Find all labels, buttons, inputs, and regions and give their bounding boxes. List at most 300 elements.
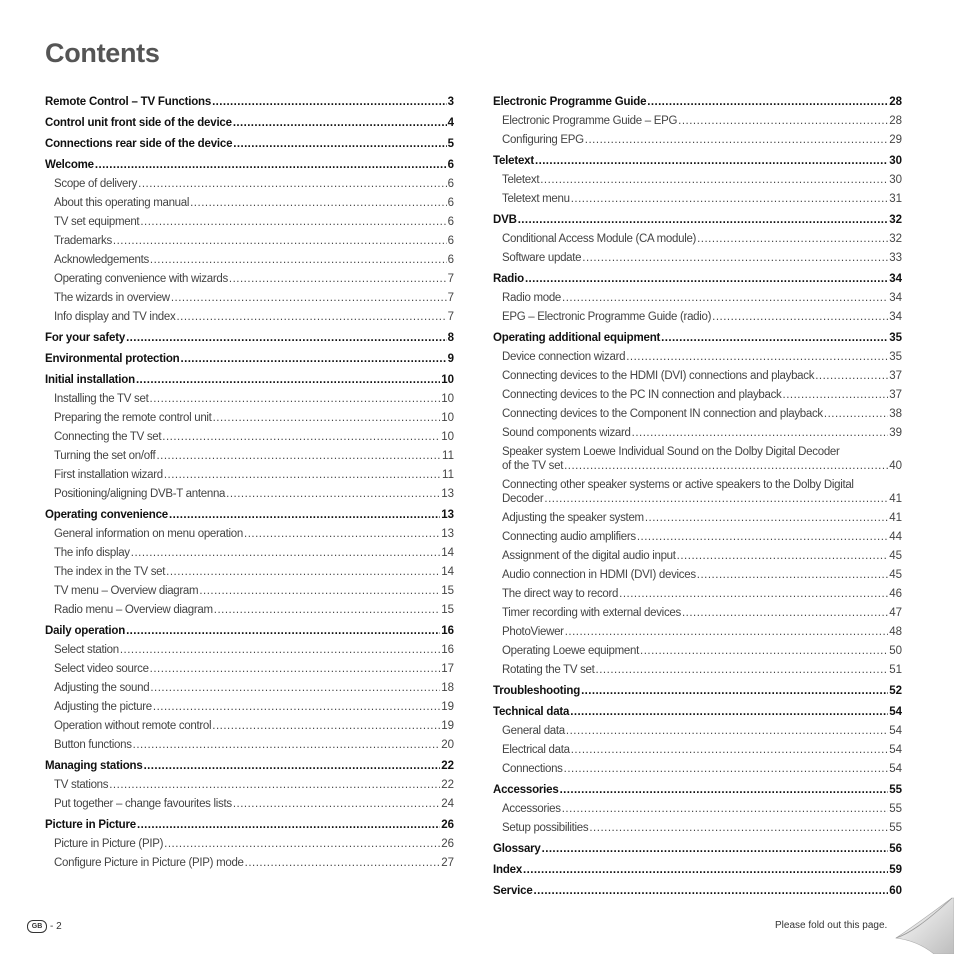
toc-entry-label: TV set equipment <box>54 216 140 228</box>
toc-entry-sub[interactable] <box>493 426 902 440</box>
toc-entry-sub[interactable] <box>493 114 902 128</box>
toc-entry-label: Configure Picture in Picture (PIP) mode <box>54 857 244 869</box>
dot-leader <box>571 743 888 757</box>
toc-entry-main[interactable] <box>493 684 902 698</box>
toc-entry-sub[interactable] <box>493 530 902 544</box>
dot-leader <box>581 684 888 698</box>
toc-entry-sub[interactable] <box>45 234 454 248</box>
toc-entry-page: 37 <box>889 370 902 382</box>
toc-entry-page: 45 <box>889 569 902 581</box>
toc-entry-label: Radio <box>493 273 524 285</box>
dot-leader <box>137 818 440 832</box>
toc-entry-page: 10 <box>441 412 454 424</box>
toc-entry-label: Info display and TV index <box>54 311 176 323</box>
toc-entry-page: 31 <box>889 193 902 205</box>
toc-entry-sub[interactable] <box>493 606 902 620</box>
toc-entry-page: 38 <box>889 408 902 420</box>
toc-entry-sub[interactable] <box>45 584 454 598</box>
toc-entry-label-line1: Connecting other speaker systems or active speakers to the Dolby Digital <box>502 479 854 491</box>
toc-entry-label: Technical data <box>493 706 570 718</box>
toc-entry-sub[interactable] <box>493 568 902 582</box>
toc-entry-main[interactable] <box>45 116 454 130</box>
toc-entry-page: 13 <box>441 528 454 540</box>
toc-entry-sub[interactable] <box>45 177 454 191</box>
toc-entry-sub[interactable] <box>45 700 454 714</box>
toc-entry-label: Picture in Picture (PIP) <box>54 838 164 850</box>
toc-entry-main[interactable] <box>493 783 902 797</box>
toc-entry-label: Audio connection in HDMI (DVI) devices <box>502 569 696 581</box>
toc-entry-label: Preparing the remote control unit <box>54 412 212 424</box>
dot-leader <box>585 133 888 147</box>
toc-entry-page: 35 <box>889 351 902 363</box>
toc-entry-label: Picture in Picture <box>45 819 136 831</box>
toc-entry-line2 <box>502 459 902 473</box>
toc-entry-label: General data <box>502 725 565 737</box>
dot-leader <box>697 232 888 246</box>
toc-entry-label: Turning the set on/off <box>54 450 156 462</box>
toc-entry-page: 59 <box>889 864 902 876</box>
toc-entry-sub[interactable] <box>493 407 902 421</box>
toc-entry-main[interactable] <box>45 818 454 832</box>
toc-entry-page: 22 <box>441 779 454 791</box>
toc-entry-sub[interactable] <box>493 511 902 525</box>
toc-entry-label: Button functions <box>54 739 132 751</box>
toc-entry-sub[interactable] <box>493 644 902 658</box>
toc-entry-sub[interactable] <box>493 310 902 324</box>
dot-leader <box>535 154 888 168</box>
toc-entry-page: 34 <box>889 292 902 304</box>
dot-leader <box>647 95 888 109</box>
language-badge: GB <box>27 920 47 933</box>
toc-entry-page: 3 <box>447 96 454 108</box>
toc-entry-page: 52 <box>889 685 902 697</box>
toc-entry-sub[interactable] <box>45 253 454 267</box>
dot-leader <box>564 762 889 776</box>
dot-leader <box>562 802 889 816</box>
dot-leader <box>661 331 888 345</box>
toc-entry-label: Connections rear side of the device <box>45 138 233 150</box>
dot-leader <box>542 842 889 856</box>
toc-entry-page: 15 <box>441 604 454 616</box>
toc-entry-label: Operating convenience with wizards <box>54 273 228 285</box>
toc-entry-sub[interactable] <box>45 603 454 617</box>
toc-entry-label: Conditional Access Module (CA module) <box>502 233 697 245</box>
toc-entry-sub[interactable] <box>45 215 454 229</box>
toc-entry-sub[interactable] <box>493 587 902 601</box>
toc-entry-label: Select station <box>54 644 119 656</box>
dot-leader <box>190 196 446 210</box>
toc-entry-label: Teletext menu <box>502 193 570 205</box>
dot-leader <box>682 606 888 620</box>
dot-leader <box>164 468 441 482</box>
toc-entry-label: Operating additional equipment <box>493 332 661 344</box>
toc-entry-label: Electronic Programme Guide <box>493 96 647 108</box>
toc-entry-page: 6 <box>447 235 454 247</box>
toc-entry-label: Teletext <box>493 155 535 167</box>
toc-entry-page: 15 <box>441 585 454 597</box>
toc-entry-sub[interactable] <box>493 350 902 364</box>
toc-entry-main[interactable] <box>493 95 902 109</box>
toc-entry-page: 22 <box>441 760 454 772</box>
toc-entry-label: DVB <box>493 214 517 226</box>
toc-entry-sub[interactable] <box>493 192 902 206</box>
toc-entry-sub[interactable] <box>493 478 902 506</box>
toc-entry-page: 41 <box>889 493 902 505</box>
toc-entry-sub[interactable] <box>493 549 902 563</box>
toc-entry-sub[interactable] <box>493 369 902 383</box>
toc-entry-page: 7 <box>447 273 454 285</box>
toc-entry-page: 6 <box>447 254 454 266</box>
toc-entry-label: Timer recording with external devices <box>502 607 681 619</box>
toc-entry-page: 54 <box>889 706 902 718</box>
toc-entry-sub[interactable] <box>45 196 454 210</box>
toc-entry-sub[interactable] <box>493 133 902 147</box>
toc-entry-page: 14 <box>441 566 454 578</box>
dot-leader <box>120 643 440 657</box>
toc-entry-main[interactable] <box>45 331 454 345</box>
toc-entry-page: 33 <box>889 252 902 264</box>
fold-out-note: Please fold out this page. <box>775 920 888 931</box>
toc-entry-label: Troubleshooting <box>493 685 581 697</box>
dot-leader <box>824 407 888 421</box>
toc-entry-page: 16 <box>441 644 454 656</box>
dot-leader <box>126 331 447 345</box>
toc-entry-label: Connecting the TV set <box>54 431 162 443</box>
dot-leader <box>113 234 447 248</box>
toc-entry-page: 28 <box>889 96 902 108</box>
toc-entry-sub[interactable] <box>493 232 902 246</box>
toc-entry-label: Configuring EPG <box>502 134 584 146</box>
dot-leader <box>213 411 441 425</box>
toc-entry-page: 28 <box>889 115 902 127</box>
toc-entry-page: 35 <box>889 332 902 344</box>
toc-entry-label: Operating Loewe equipment <box>502 645 639 657</box>
toc-entry-main[interactable] <box>45 95 454 109</box>
toc-entry-label: Connecting devices to the PC IN connection and playback <box>502 389 782 401</box>
toc-entry-sub[interactable] <box>45 487 454 501</box>
toc-entry-page: 27 <box>441 857 454 869</box>
toc-entry-label: The wizards in overview <box>54 292 170 304</box>
toc-entry-page: 55 <box>889 803 902 815</box>
dot-leader <box>181 352 447 366</box>
toc-entry-page: 20 <box>441 739 454 751</box>
dot-leader <box>166 565 440 579</box>
dot-leader <box>637 530 888 544</box>
toc-entry-sub[interactable] <box>493 802 902 816</box>
toc-entry-label: Radio mode <box>502 292 562 304</box>
dot-leader <box>640 644 888 658</box>
toc-entry-sub[interactable] <box>493 663 902 677</box>
toc-entry-label: Positioning/aligning DVB-T antenna <box>54 488 226 500</box>
toc-entry-main[interactable] <box>493 863 902 877</box>
toc-column-left <box>45 95 454 870</box>
toc-entry-label: Scope of delivery <box>54 178 138 190</box>
toc-entry-sub[interactable] <box>493 743 902 757</box>
dot-leader <box>212 95 447 109</box>
dot-leader <box>162 430 440 444</box>
toc-entry-label: Teletext <box>502 174 540 186</box>
toc-entry-label: Index <box>493 864 523 876</box>
toc-entry-line2 <box>502 492 902 506</box>
dot-leader <box>697 568 888 582</box>
toc-entry-main[interactable] <box>45 373 454 387</box>
toc-entry-label-line2: of the TV set <box>502 460 564 472</box>
toc-entry-page: 14 <box>441 547 454 559</box>
toc-entry-page: 19 <box>441 720 454 732</box>
toc-entry-label: Rotating the TV set <box>502 664 595 676</box>
dot-leader <box>95 158 447 172</box>
toc-entry-page: 26 <box>441 819 454 831</box>
toc-entry-label: Daily operation <box>45 625 126 637</box>
toc-entry-page: 54 <box>889 725 902 737</box>
toc-entry-sub[interactable] <box>45 797 454 811</box>
toc-entry-label: Managing stations <box>45 760 143 772</box>
toc-entry-sub[interactable] <box>45 430 454 444</box>
toc-entry-sub[interactable] <box>493 821 902 835</box>
dot-leader <box>783 388 889 402</box>
toc-entry-main[interactable] <box>45 137 454 151</box>
dot-leader <box>518 213 889 227</box>
dot-leader <box>153 700 440 714</box>
toc-entry-sub[interactable] <box>45 856 454 870</box>
toc-entry-label: Put together – change favourites lists <box>54 798 232 810</box>
dot-leader <box>565 625 889 639</box>
dot-leader <box>136 373 440 387</box>
toc-entry-sub[interactable] <box>45 778 454 792</box>
toc-entry-label: The direct way to record <box>502 588 619 600</box>
dot-leader <box>144 759 441 773</box>
toc-entry-page: 6 <box>447 159 454 171</box>
page-curl-icon <box>894 894 954 954</box>
toc-entry-page: 13 <box>441 488 454 500</box>
toc-entry-sub[interactable] <box>45 449 454 463</box>
toc-entry-main[interactable] <box>45 624 454 638</box>
page-number: - 2 <box>50 921 62 932</box>
toc-entry-page: 45 <box>889 550 902 562</box>
dot-leader <box>226 487 440 501</box>
toc-entry-label: TV stations <box>54 779 109 791</box>
toc-entry-label: Electronic Programme Guide – EPG <box>502 115 678 127</box>
toc-entry-page: 6 <box>447 178 454 190</box>
toc-entry-page: 4 <box>447 117 454 129</box>
toc-entry-label: Connecting audio amplifiers <box>502 531 636 543</box>
page-title: Contents <box>45 38 160 68</box>
toc-entry-sub[interactable] <box>45 546 454 560</box>
toc-entry-sub[interactable] <box>493 445 902 473</box>
dot-leader <box>562 291 888 305</box>
toc-entry-page: 32 <box>889 214 902 226</box>
toc-entry-page: 34 <box>889 311 902 323</box>
toc-entry-page: 10 <box>441 374 454 386</box>
toc-entry-main[interactable] <box>45 352 454 366</box>
toc-entry-label: Adjusting the picture <box>54 701 152 713</box>
dot-leader <box>126 624 440 638</box>
toc-entry-main[interactable] <box>493 272 902 286</box>
toc-entry-label: Adjusting the speaker system <box>502 512 644 524</box>
toc-entry-label: Accessories <box>502 803 561 815</box>
toc-entry-page: 56 <box>889 843 902 855</box>
toc-entry-main[interactable] <box>45 508 454 522</box>
dot-leader <box>245 856 441 870</box>
toc-entry-label: PhotoViewer <box>502 626 564 638</box>
toc-entry-label: Installing the TV set <box>54 393 149 405</box>
dot-leader <box>150 662 441 676</box>
toc-entry-label-line2: Decoder <box>502 493 544 505</box>
toc-entry-label: For your safety <box>45 332 126 344</box>
toc-entry-page: 17 <box>441 663 454 675</box>
dot-leader <box>566 724 888 738</box>
toc-entry-page: 13 <box>441 509 454 521</box>
toc-entry-sub[interactable] <box>45 837 454 851</box>
toc-entry-main[interactable] <box>45 759 454 773</box>
toc-entry-label: Sound components wizard <box>502 427 631 439</box>
toc-entry-sub[interactable] <box>45 291 454 305</box>
toc-entry-sub[interactable] <box>45 719 454 733</box>
toc-entry-page: 26 <box>441 838 454 850</box>
dot-leader <box>150 681 440 695</box>
dot-leader <box>150 253 447 267</box>
toc-entry-label: Connecting devices to the Component IN connection and playback <box>502 408 823 420</box>
toc-entry-page: 34 <box>889 273 902 285</box>
toc-entry-page: 19 <box>441 701 454 713</box>
toc-entry-label: Glossary <box>493 843 541 855</box>
toc-entry-page: 32 <box>889 233 902 245</box>
toc-entry-label: The info display <box>54 547 130 559</box>
toc-entry-page: 29 <box>889 134 902 146</box>
dot-leader <box>199 584 440 598</box>
dot-leader <box>212 719 440 733</box>
dot-leader <box>233 116 447 130</box>
toc-entry-sub[interactable] <box>45 468 454 482</box>
dot-leader <box>678 114 888 128</box>
toc-entry-sub[interactable] <box>45 527 454 541</box>
toc-entry-label: General information on menu operation <box>54 528 243 540</box>
dot-leader <box>626 350 888 364</box>
toc-entry-main[interactable] <box>493 213 902 227</box>
dot-leader <box>229 272 447 286</box>
dot-leader <box>582 251 888 265</box>
toc-entry-label: About this operating manual <box>54 197 190 209</box>
toc-entry-label: Service <box>493 885 533 897</box>
dot-leader <box>589 821 888 835</box>
toc-entry-label: Setup possibilities <box>502 822 589 834</box>
toc-entry-label: Assignment of the digital audio input <box>502 550 676 562</box>
toc-entry-page: 41 <box>889 512 902 524</box>
toc-entry-label: Control unit front side of the device <box>45 117 232 129</box>
toc-entry-page: 30 <box>889 155 902 167</box>
toc-entry-main[interactable] <box>493 331 902 345</box>
toc-entry-label: Software update <box>502 252 582 264</box>
toc-entry-sub[interactable] <box>45 392 454 406</box>
toc-entry-sub[interactable] <box>45 643 454 657</box>
toc-entry-label: Select video source <box>54 663 149 675</box>
toc-entry-sub[interactable] <box>45 681 454 695</box>
toc-entry-label: Connections <box>502 763 563 775</box>
dot-leader <box>233 797 440 811</box>
dot-leader <box>171 291 447 305</box>
toc-entry-page: 16 <box>441 625 454 637</box>
toc-entry-sub[interactable] <box>45 738 454 752</box>
dot-leader <box>560 783 889 797</box>
toc-entry-page: 40 <box>889 460 902 472</box>
toc-entry-main[interactable] <box>493 842 902 856</box>
toc-entry-label: EPG – Electronic Programme Guide (radio) <box>502 311 712 323</box>
toc-entry-page: 55 <box>889 784 902 796</box>
toc-entry-page: 54 <box>889 744 902 756</box>
dot-leader <box>571 192 889 206</box>
toc-entry-main[interactable] <box>45 158 454 172</box>
toc-entry-main[interactable] <box>493 884 902 898</box>
toc-entry-label: Radio menu – Overview diagram <box>54 604 213 616</box>
toc-entry-page: 51 <box>889 664 902 676</box>
dot-leader <box>156 449 441 463</box>
dot-leader <box>164 837 440 851</box>
toc-entry-page: 60 <box>889 885 902 897</box>
toc-entry-label: Device connection wizard <box>502 351 626 363</box>
dot-leader <box>214 603 440 617</box>
dot-leader <box>815 369 888 383</box>
dot-leader <box>176 310 446 324</box>
toc-entry-sub[interactable] <box>493 724 902 738</box>
toc-entry-label: Adjusting the sound <box>54 682 150 694</box>
dot-leader <box>109 778 440 792</box>
dot-leader <box>131 546 440 560</box>
toc-entry-sub[interactable] <box>493 625 902 639</box>
toc-entry-label: First installation wizard <box>54 469 163 481</box>
toc-column-right <box>493 95 902 898</box>
toc-entry-label: Electrical data <box>502 744 570 756</box>
toc-entry-sub[interactable] <box>493 173 902 187</box>
toc-entry-page: 55 <box>889 822 902 834</box>
toc-entry-page: 54 <box>889 763 902 775</box>
toc-entry-page: 46 <box>889 588 902 600</box>
toc-entry-sub[interactable] <box>45 565 454 579</box>
dot-leader <box>523 863 888 877</box>
toc-entry-page: 7 <box>447 311 454 323</box>
dot-leader <box>150 392 441 406</box>
toc-entry-page: 11 <box>442 450 454 462</box>
toc-entry-page: 9 <box>447 353 454 365</box>
dot-leader <box>570 705 888 719</box>
toc-entry-page: 24 <box>441 798 454 810</box>
dot-leader <box>138 177 446 191</box>
toc-entry-page: 6 <box>447 197 454 209</box>
toc-entry-label: Trademarks <box>54 235 112 247</box>
toc-entry-page: 6 <box>447 216 454 228</box>
toc-entry-label: Initial installation <box>45 374 135 386</box>
toc-entry-page: 18 <box>441 682 454 694</box>
toc-entry-page: 48 <box>889 626 902 638</box>
dot-leader <box>712 310 888 324</box>
toc-entry-sub[interactable] <box>45 272 454 286</box>
toc-entry-sub[interactable] <box>493 762 902 776</box>
toc-entry-sub[interactable] <box>45 662 454 676</box>
toc-entry-label: Acknowledgements <box>54 254 149 266</box>
page-footer-left <box>27 920 62 933</box>
dot-leader <box>677 549 889 563</box>
toc-entry-page: 30 <box>889 174 902 186</box>
toc-entry-sub[interactable] <box>493 388 902 402</box>
toc-entry-sub[interactable] <box>493 291 902 305</box>
toc-entry-sub[interactable] <box>45 310 454 324</box>
dot-leader <box>169 508 440 522</box>
dot-leader <box>244 527 440 541</box>
toc-entry-main[interactable] <box>493 154 902 168</box>
dot-leader <box>525 272 888 286</box>
toc-entry-main[interactable] <box>493 705 902 719</box>
toc-entry-sub[interactable] <box>45 411 454 425</box>
toc-entry-sub[interactable] <box>493 251 902 265</box>
